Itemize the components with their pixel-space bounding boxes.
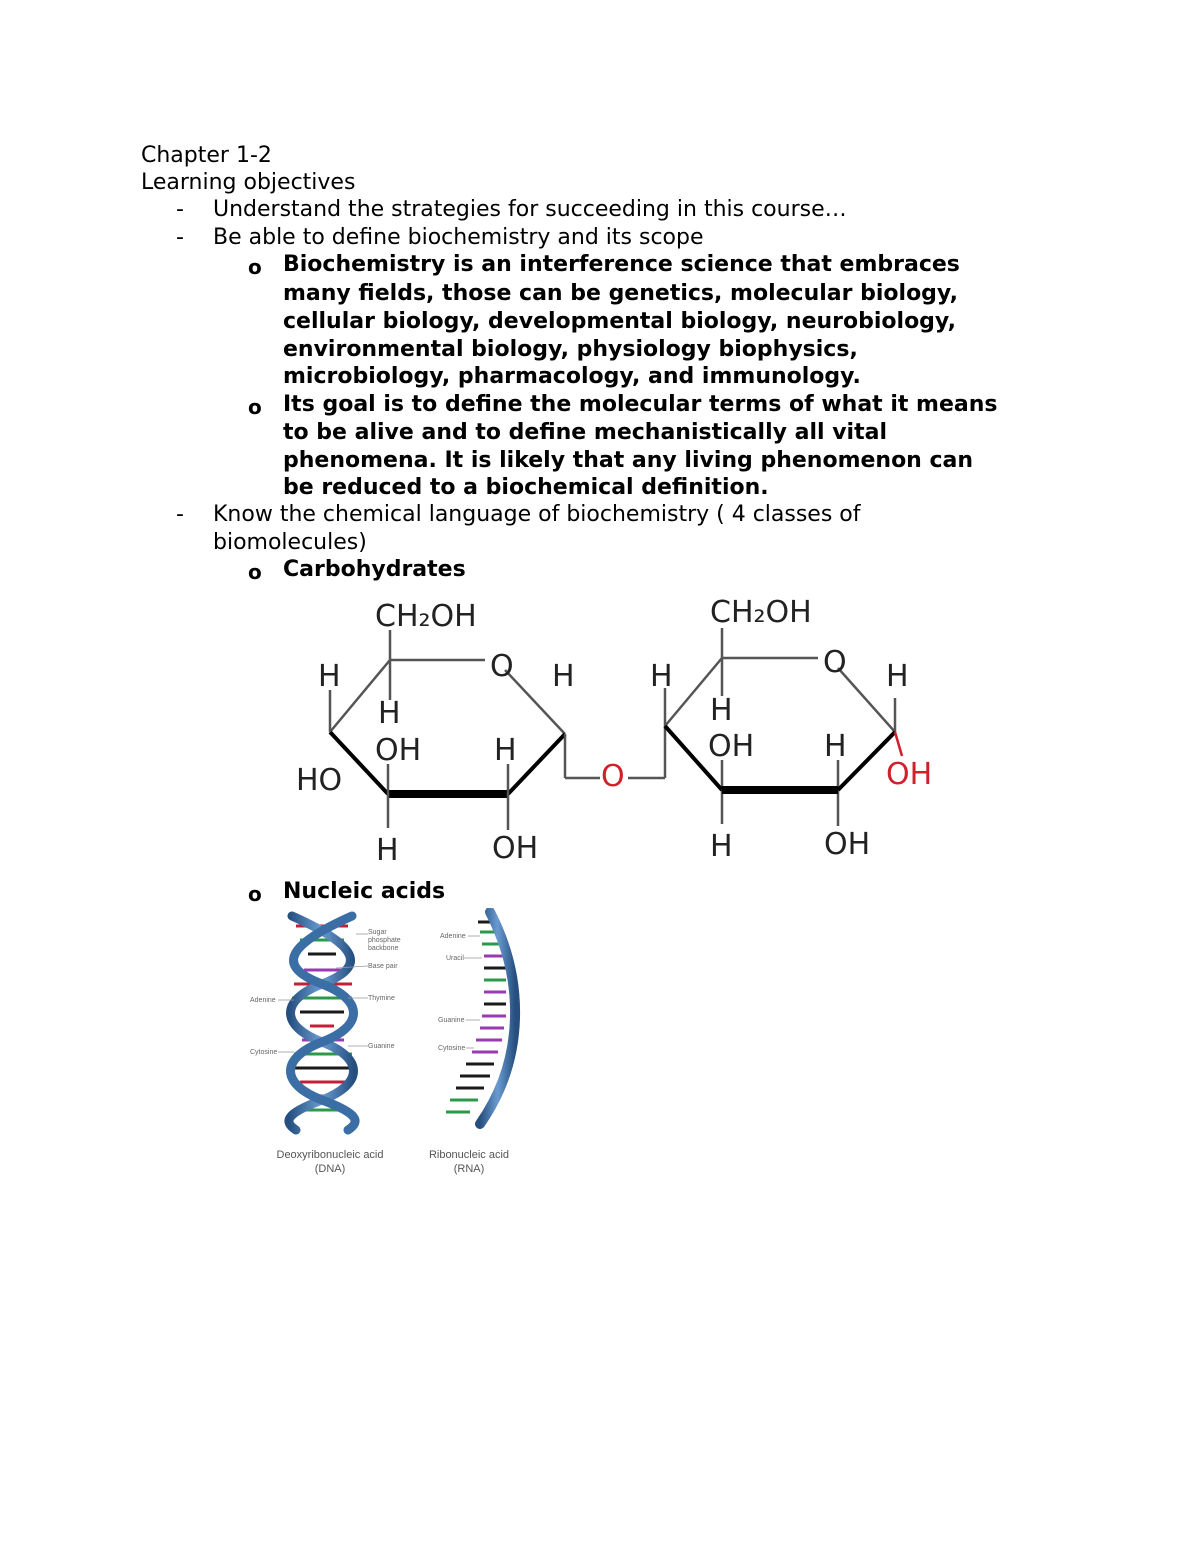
dna-label: Sugar xyxy=(368,929,387,936)
right-anomeric-oh-label: OH xyxy=(886,757,933,792)
chapter-title: Chapter 1-2 xyxy=(141,143,272,168)
right-ch2oh-label: CH₂OH xyxy=(710,595,812,630)
left-ch2oh-label: CH₂OH xyxy=(375,599,477,634)
right-h-label: H xyxy=(886,659,909,694)
scope-text: phenomena. It is likely that any living phenomenon can xyxy=(283,448,974,473)
nucleic-acids-label: Nucleic acids xyxy=(283,879,446,904)
objective-bullet: - xyxy=(176,197,184,222)
rna-caption: (RNA) xyxy=(453,1163,485,1175)
carbohydrates-label: Carbohydrates xyxy=(283,557,466,582)
right-oh-label: OH xyxy=(708,729,755,764)
right-h-label: H xyxy=(710,829,733,864)
objective-text: Be able to define biochemistry and its scope xyxy=(213,225,704,250)
left-ring-oxygen: O xyxy=(490,649,514,684)
dna-label: Guanine xyxy=(368,1043,395,1050)
learning-objectives-heading: Learning objectives xyxy=(141,170,356,195)
dna-label: Adenine xyxy=(250,997,276,1004)
right-ring-oxygen: O xyxy=(823,645,847,680)
left-h-label: H xyxy=(494,733,517,768)
disaccharide-structure-figure xyxy=(290,588,950,878)
scope-text: environmental biology, physiology biophysics, xyxy=(283,337,858,362)
right-glucose-ring xyxy=(665,628,895,826)
objective-text: Know the chemical language of biochemistry ( 4 classes of xyxy=(213,502,861,527)
dna-label: phosphate xyxy=(368,937,401,944)
dna-base-pairs xyxy=(292,926,352,1110)
scope-text: microbiology, pharmacology, and immunology. xyxy=(283,364,861,389)
dna-caption: (DNA) xyxy=(314,1163,346,1175)
glycosidic-oxygen: O xyxy=(601,759,625,794)
sub-bullet: o xyxy=(248,882,262,906)
left-ho-label: HO xyxy=(296,763,343,798)
left-oh-label: OH xyxy=(492,831,539,866)
scope-text: be reduced to a biochemical definition. xyxy=(283,475,769,500)
left-h-label: H xyxy=(376,833,399,868)
sub-bullet: o xyxy=(248,395,262,419)
right-h-label: H xyxy=(824,729,847,764)
sub-bullet: o xyxy=(248,255,262,279)
scope-text: cellular biology, developmental biology, neurobiology, xyxy=(283,309,956,334)
scope-text: Its goal is to define the molecular terms of what it means xyxy=(283,392,998,417)
dna-label: Cytosine xyxy=(250,1049,278,1056)
left-h-label: H xyxy=(552,659,575,694)
scope-text: Biochemistry is an interference science that embraces xyxy=(283,252,960,277)
rna-label: Cytosine xyxy=(438,1045,466,1052)
right-h-label: H xyxy=(650,659,673,694)
left-h-label: H xyxy=(378,696,401,731)
objective-text: Understand the strategies for succeeding in this course… xyxy=(213,197,847,222)
sub-bullet: o xyxy=(248,560,262,584)
dna-label: Thymine xyxy=(368,995,395,1002)
dna-label: backbone xyxy=(368,945,399,952)
objective-text: biomolecules) xyxy=(213,530,367,555)
nucleic-acids-figure xyxy=(244,908,534,1184)
rna-label: Uracil xyxy=(446,955,464,962)
rna-label: Guanine xyxy=(438,1017,465,1024)
objective-bullet: - xyxy=(176,502,184,527)
right-oh-label: OH xyxy=(824,827,871,862)
objective-bullet: - xyxy=(176,225,184,250)
scope-text: many fields, those can be genetics, molecular biology, xyxy=(283,281,958,306)
dna-label: Base pair xyxy=(368,963,398,970)
right-h-label: H xyxy=(710,693,733,728)
rna-caption: Ribonucleic acid xyxy=(428,1149,510,1161)
dna-caption: Deoxyribonucleic acid xyxy=(276,1149,384,1161)
rna-label: Adenine xyxy=(440,933,466,940)
left-oh-label: OH xyxy=(375,733,422,768)
scope-text: to be alive and to define mechanistically all vital xyxy=(283,420,887,445)
left-h-label: H xyxy=(318,659,341,694)
